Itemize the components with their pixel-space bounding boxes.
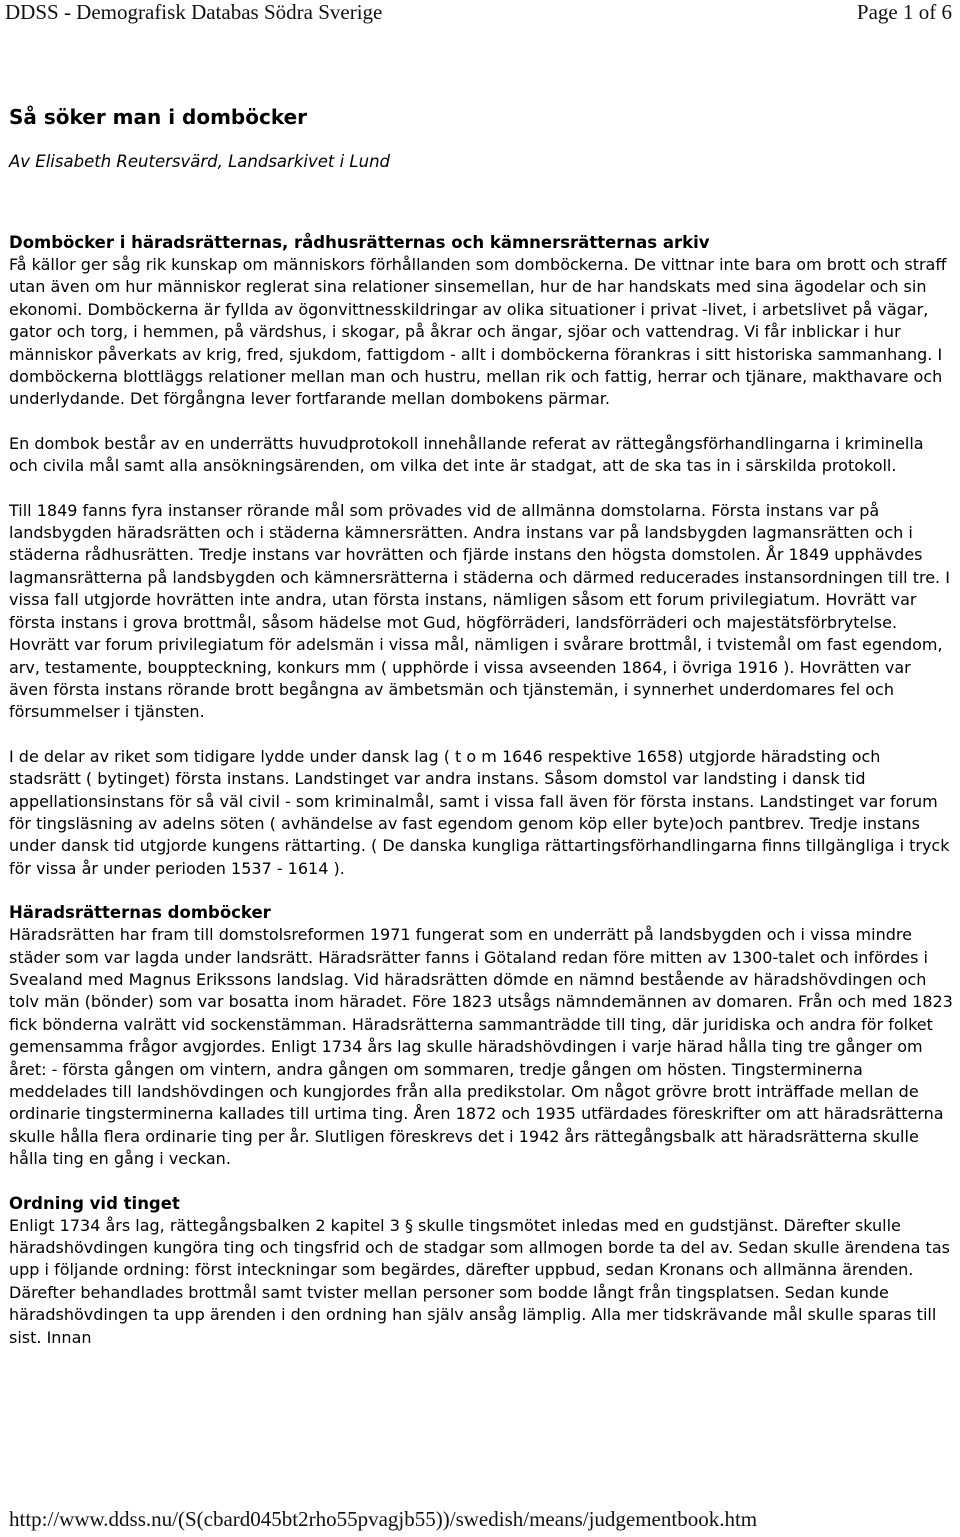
paragraph: Häradsrätten har fram till domstolsreformen 1971 fungerat som en underrätt på landsbygden och i vissa mindre städer som var lagda under landsrätt. Häradsrätter fanns i Götaland redan före mitten av 1300-talet och infördes i Svealand med Magnus Erikssons landslag. Vid häradsrätten dömde en nämnd bestående av häradshövdingen och tolv män (bönder) som var bosatta inom häradet. Före 1823 utsågs nämndemännen av domaren. Från och med 1823 fick bönderna valrätt vid sockenstämman. Häradsrätterna sammanträdde till ting, där juridiska och andra för folket gemensamma frågor avgjordes. Enligt 1734 års lag skulle häradshövdingen i varje härad hålla ting tre gånger om året: - första gången om vintern, andra gången om sommaren, tredje gången om hösten. Tingsterminerna meddelades till landshövdingen och kungjordes från alla predikstolar. Om något grövre brott inträffade mellan de ordinarie tingsterminerna kallades till urtima ting. Åren 1872 och 1935 utfärdades föreskrifter om att häradsrätterna skulle hålla flera ordinarie ting per år. Slutligen föreskrevs det i 1942 års rättegångsbalk att häradsrätterna skulle hålla ting en gång i veckan.	[9, 925, 953, 1169]
section-heading-haradsratt: Häradsrätternas domböcker	[9, 903, 271, 923]
paragraph: I de delar av riket som tidigare lydde under dansk lag ( t o m 1646 respektive 1658) utgjorde häradsting och stadsrätt ( bytinget) första instans. Landstinget var andra instans. Såsom domstol var landsting i dansk tid appellationsinstans för så väl civil - som kriminalmål, samt i vissa fall även för första instans. Landstinget var forum för tingsläsning av adelns söten ( avhändelse av fast egendom genom köp eller byte)och pantbrev. Tredje instans under dansk tid utgjorde kungens rättarting. ( De danska kungliga rättartingsförhandlingarna finns tillgängliga i tryck för vissa år under perioden 1537 - 1614 ).	[9, 746, 950, 878]
section-heading-archives: Domböcker i häradsrätternas, rådhusrätternas och kämnersrätternas arkiv	[9, 233, 710, 252]
article-byline: Av Elisabeth Reutersvärd, Landsarkivet i Lund	[9, 152, 390, 171]
article-title: Så söker man i domböcker	[9, 105, 308, 129]
paragraph: En dombok består av en underrätts huvudprotokoll innehållande referat av rättegångsförhandlingarna i kriminella och civila mål samt alla ansökningsärenden, om vilka det inte är stadgat, att de ska tas in i särskilda protokoll.	[9, 433, 924, 476]
paragraph: Till 1849 fanns fyra instanser rörande mål som prövades vid de allmänna domstolarna. Första instans var på landsbygden häradsrätten och i städerna kämnersrätten. Andra instans var på landsbygden lagmansrätten och i städerna rådhusrätten. Tredje instans var hovrätten och fjärde instans den högsta domstolen. År 1849 upphävdes lagmansrätterna på landsbygden och kämnersrätterna i städerna och därmed reducerades instansordningen till tre. I vissa fall utgjorde hovrätten inte andra, utan första instans, nämligen såsom ett forum privilegiatum. Hovrätt var första instans i grova brottmål, såsom hädelse mot Gud, högförräderi, landsförräderi och majestätsförbrytelse. Hovrätt var forum privilegiatum för adelsmän i vissa mål, nämligen i svårare brottmål, i tvistemål om fast egendom, arv, testamente, bouppteckning, konkurs mm ( upphörde i vissa avseenden 1864, i övriga 1916 ). Hovrätten var även första instans rörande brott begångna av ämbetsmän och tjänstemän, i synnerhet underdomares fel och försummelser i tjänsten.	[9, 500, 950, 722]
print-footer	[9, 1507, 960, 1537]
paragraph: Enligt 1734 års lag, rättegångsbalken 2 kapitel 3 § skulle tingsmötet inledas med en gudstjänst. Därefter skulle häradshövdingen kungöra ting och tingsfrid och de stadgar som allmogen borde ta del av. Sedan skulle ärendena tas upp i följande ordning: först inteckningar som begärdes, därefter uppbud, sedan Kronans och allmänna ärenden. Därefter behandlades brottmål samt tvister mellan personer som bodde långt från tingsplatsen. Sedan kunde häradshövdingen ta upp ärenden i den ordning han själv ansåg lämplig. Alla mer tidskrävande mål skulle sparas till sist. Innan	[9, 1215, 950, 1347]
page-url: http://www.ddss.nu/(S(cbard045bt2rho55pvagjb55))/swedish/means/judgementbook.htm	[9, 1507, 758, 1531]
article	[9, 104, 955, 1349]
section-heading-ordning: Ordning vid tinget	[9, 1193, 180, 1213]
paragraph: Få källor ger såg rik kunskap om människors förhållanden som domböckerna. De vittnar inte bara om brott och straff utan även om hur människor reglerat sina relationer sinsemellan, hur de har handskats med sina ägodelar och sin ekonomi. Domböckerna är fyllda av ögonvittnesskildringar av olika situationer i privat -livet, i arbetslivet på vägar, gator och torg, i hemmen, på värdshus, i skogar, på åkrar och ängar, sjöar och vattendrag. Vi får inblickar i hur människor påverkats av krig, fred, sjukdom, fattigdom - allt i domböckerna förankras i sitt historiska sammanhang. I domböckerna blottläggs relationer mellan man och hustru, mellan rik och fattig, herrar och tjänare, makthavare och underlydande. Det förgångna lever fortfarande mellan dombokens pärmar.	[9, 255, 947, 409]
site-title: DDSS - Demografisk Databas Södra Sverige	[5, 0, 383, 24]
print-header	[0, 0, 960, 26]
page-indicator: Page 1 of 6	[856, 0, 952, 24]
